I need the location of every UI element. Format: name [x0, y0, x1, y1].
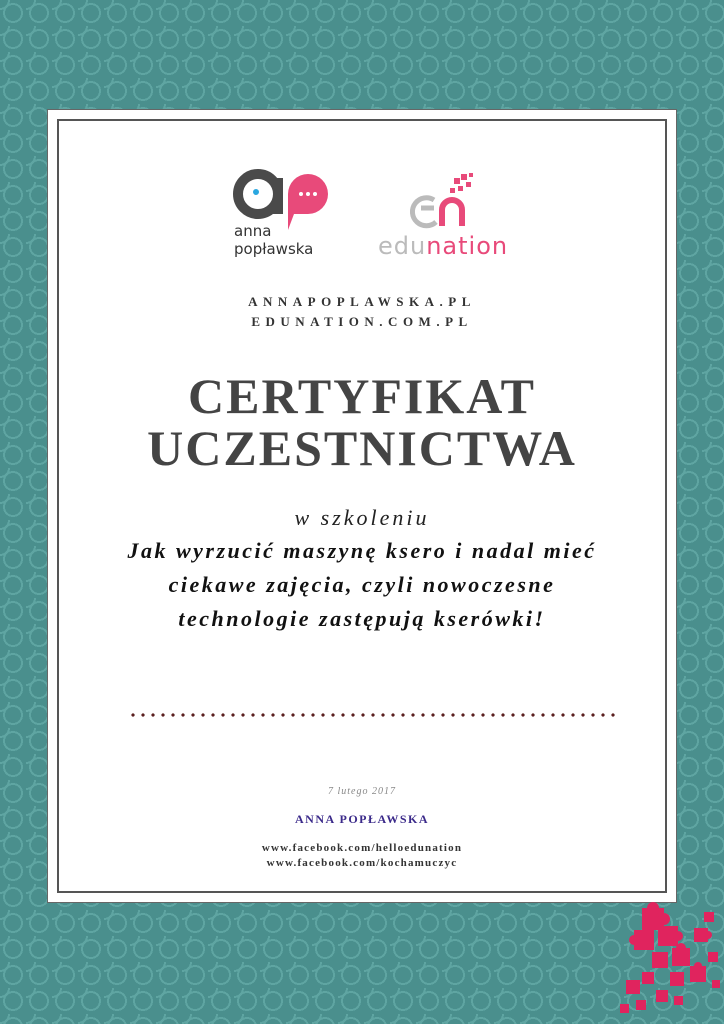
signature-dotted-line: [128, 710, 620, 720]
signer-name: ANNA POPŁAWSKA: [294, 812, 429, 826]
logo-text-anna: anna: [234, 222, 272, 240]
course-title: Jak wyrzucić maszynę ksero i nadal mieć ciekawe zajęcia, czyli nowoczesne technologie zastępują kserówki!: [127, 538, 597, 631]
website-url-1: ANNAPOPLAWSKA.PL: [248, 294, 476, 309]
facebook-link-2: www.facebook.com/kochamuczyc: [266, 857, 458, 869]
puzzle-pieces-icon: [612, 900, 724, 1024]
logo-text-poplawska: popławska: [234, 240, 314, 258]
website-url-2: EDUNATION.COM.PL: [251, 314, 473, 329]
subtitle: w szkoleniu: [294, 505, 430, 530]
title-line-1: CERTYFIKAT: [188, 368, 536, 424]
facebook-link-1: www.facebook.com/helloedunation: [261, 842, 463, 854]
title-line-2: UCZESTNICTWA: [147, 420, 577, 476]
logo-text-nation: nation: [426, 232, 509, 260]
edunation-logo: [372, 170, 524, 262]
logo-text-edu: edu: [378, 232, 427, 260]
anna-poplawska-logo: [232, 168, 342, 260]
svg-text:edunation: [378, 232, 508, 260]
certificate-date: 7 lutego 2017: [328, 786, 396, 797]
